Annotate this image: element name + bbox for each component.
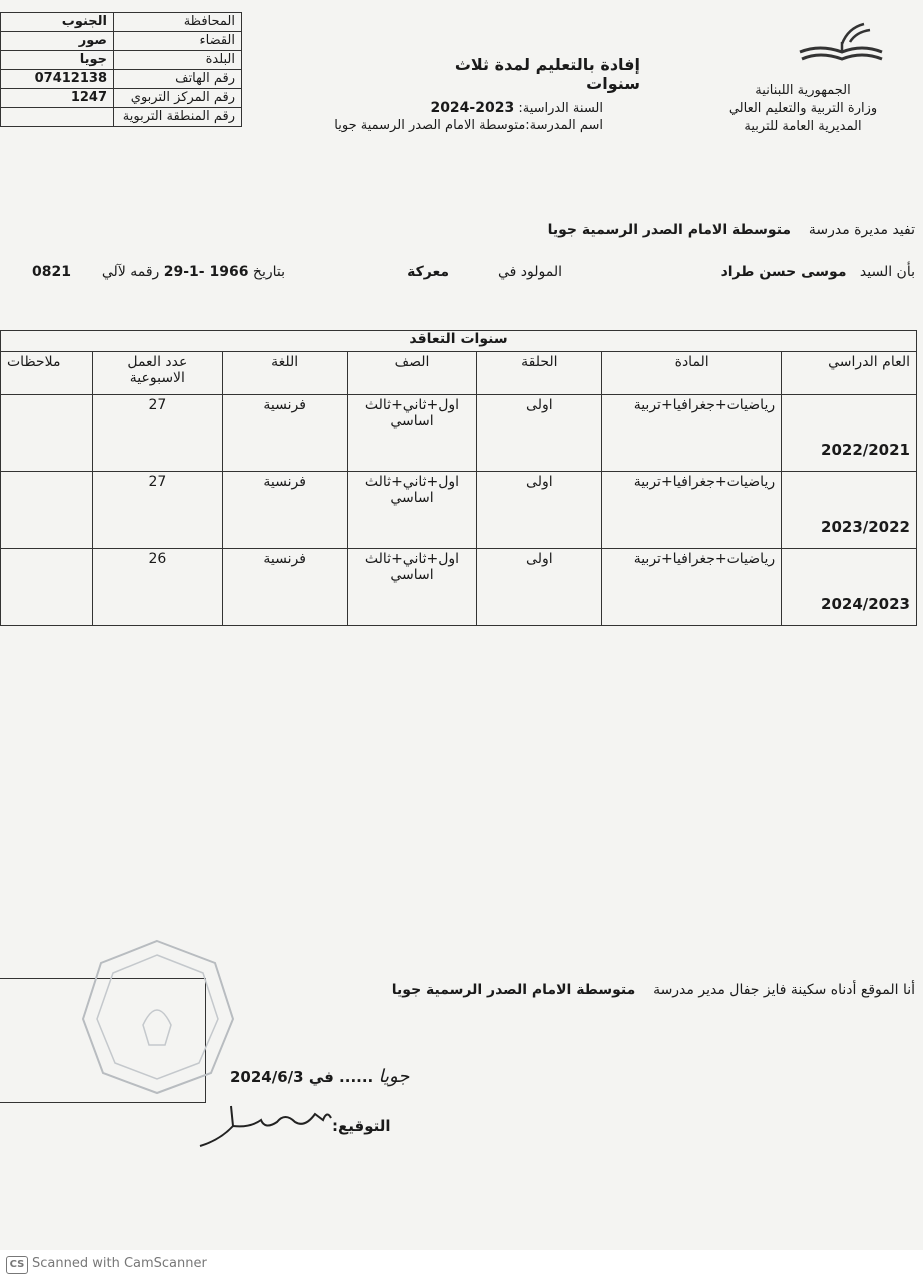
column-header: اللغة [222, 352, 347, 395]
statement-prefix: تفيد مديرة مدرسة [808, 222, 915, 238]
school-year-label: السنة الدراسية: [518, 101, 603, 116]
date-label: بتاريخ [252, 264, 285, 280]
footer-statement [360, 982, 915, 998]
column-header: الحلقة [477, 352, 602, 395]
info-label: رقم الهاتف [114, 70, 242, 89]
table-row [1, 472, 917, 549]
cell-grade: اول+ثاني+ثالث اساسي [347, 395, 477, 472]
table-caption: سنوات التعاقد [1, 331, 917, 352]
cell-year: 2022/2021 [782, 395, 917, 472]
cell-hours: 26 [92, 549, 222, 626]
cell-subject: رياضيات+جغرافيا+تربية [602, 472, 782, 549]
info-value: 1247 [1, 89, 114, 108]
date-line [0, 264, 285, 280]
signature-label: التوقيع: [332, 1117, 391, 1135]
footer-place-dots: ...... في [308, 1068, 374, 1086]
info-label: رقم المركز التربوي [114, 89, 242, 108]
column-header: الصف [347, 352, 477, 395]
statement-line-1 [480, 222, 915, 238]
cell-year: 2024/2023 [782, 549, 917, 626]
table-row [1, 395, 917, 472]
cell-notes [1, 472, 93, 549]
table-row [1, 549, 917, 626]
info-row [1, 70, 242, 89]
ministry-line-2: وزارة التربية والتعليم العالي [728, 101, 878, 116]
info-row [1, 51, 242, 70]
birth-line [397, 264, 562, 280]
school-year [330, 100, 603, 116]
id-label: رقمه لآلي [101, 264, 160, 280]
official-stamp-icon [75, 935, 240, 1100]
cell-language: فرنسية [222, 472, 347, 549]
info-label: القضاء [114, 32, 242, 51]
info-value: جويا [1, 51, 114, 70]
person-line [721, 264, 915, 280]
born-place: معركة [407, 264, 450, 280]
info-label: رقم المنطقة التربوية [114, 108, 242, 127]
cell-language: فرنسية [222, 549, 347, 626]
info-value: صور [1, 32, 114, 51]
footer-date: 2024/6/3 [230, 1068, 304, 1086]
school-year-value: 2023-2024 [430, 100, 515, 116]
footer-date-line [230, 1066, 409, 1087]
info-row [1, 108, 242, 127]
info-value: 07412138 [1, 70, 114, 89]
ministry-logo-icon [790, 22, 890, 72]
cell-year: 2023/2022 [782, 472, 917, 549]
cell-cycle: اولى [477, 472, 602, 549]
birth-date: 29-1- 1966 [163, 264, 249, 280]
cell-language: فرنسية [222, 395, 347, 472]
column-header: المادة [602, 352, 782, 395]
signature-icon [195, 1098, 335, 1153]
cell-notes [1, 549, 93, 626]
column-header: عدد العمل الاسبوعية [92, 352, 222, 395]
page-title: إفادة بالتعليم لمدة ثلاث سنوات [454, 55, 640, 93]
ministry-line-3: المديرية العامة للتربية [744, 119, 862, 134]
cell-hours: 27 [92, 472, 222, 549]
person-name: موسى حسن طراد [720, 264, 847, 280]
scanner-footer [0, 1250, 923, 1280]
camscanner-icon: CS [6, 1256, 28, 1274]
statement-school: متوسطة الامام الصدر الرسمية جويا [547, 222, 792, 238]
ministry-block [713, 82, 893, 136]
info-table [0, 12, 242, 127]
cell-hours: 27 [92, 395, 222, 472]
school-name-line: اسم المدرسة:متوسطة الامام الصدر الرسمية جويا [334, 118, 603, 133]
scanner-watermark: Scanned with CamScanner [32, 1256, 207, 1271]
born-label: المولود في [497, 264, 562, 280]
column-header: ملاحظات [1, 352, 93, 395]
info-row [1, 32, 242, 51]
info-label: البلدة [114, 51, 242, 70]
info-label: المحافظة [114, 13, 242, 32]
info-row [1, 13, 242, 32]
footer-place: جويا [378, 1066, 410, 1087]
id-value: 0821 [32, 264, 71, 280]
person-prefix: بأن السيد [859, 264, 915, 280]
contract-table [0, 330, 917, 626]
info-row [1, 89, 242, 108]
footer-prefix: أنا الموقع أدناه سكينة فايز جفال مدير مدرسة [653, 982, 915, 998]
cell-notes [1, 395, 93, 472]
ministry-line-1: الجمهورية اللبنانية [755, 83, 851, 98]
column-header: العام الدراسي [782, 352, 917, 395]
table-header-row [1, 352, 917, 395]
footer-school: متوسطة الامام الصدر الرسمية جويا [391, 982, 636, 998]
cell-subject: رياضيات+جغرافيا+تربية [602, 395, 782, 472]
cell-cycle: اولى [477, 395, 602, 472]
cell-grade: اول+ثاني+ثالث اساسي [347, 472, 477, 549]
cell-subject: رياضيات+جغرافيا+تربية [602, 549, 782, 626]
info-value: الجنوب [1, 13, 114, 32]
info-value [1, 108, 114, 127]
cell-grade: اول+ثاني+ثالث اساسي [347, 549, 477, 626]
cell-cycle: اولى [477, 549, 602, 626]
